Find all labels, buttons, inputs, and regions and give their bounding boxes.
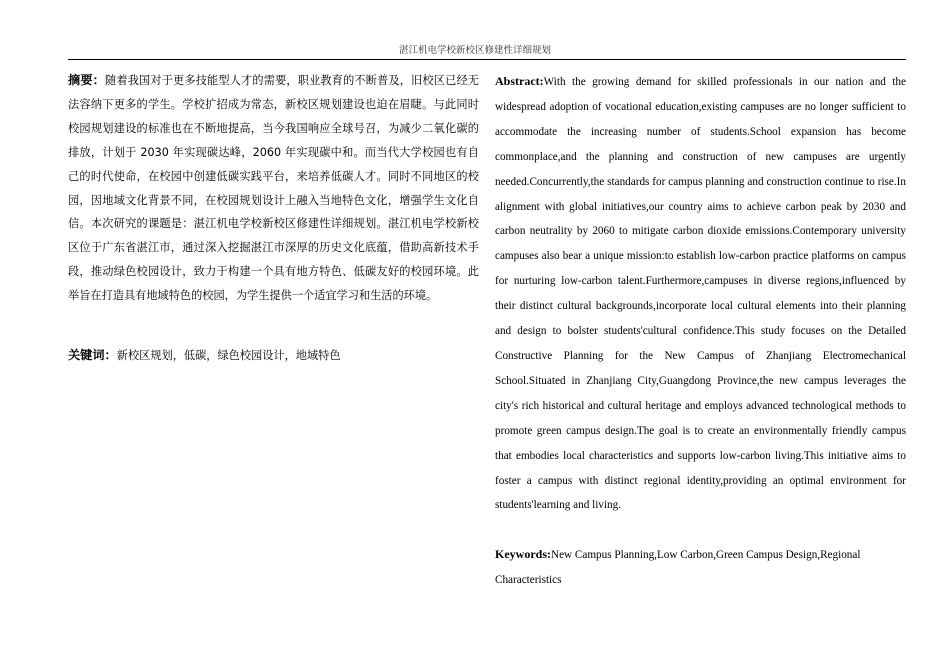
chinese-keywords-label: 关键词： (68, 348, 117, 362)
english-abstract-text: With the growing demand for skilled professionals in our nation and the widespread adoption of vocational education,existing campuses are no longer sufficient to accommodate the increasing number of students.School expansion has become commonplace,and the planning and construction of new campuses are urgently needed.Concurrently,the standards for campus planning and construction continue to rise.In alignment with global initiatives,our country aims to achieve carbon peak by 2030 and carbon neutrality by 2060 to mitigate carbon dioxide emissions.Contemporary university campuses also bear a unique mission:to establish low-carbon practice platforms on campus for nurturing low-carbon talent.Furthermore,campuses in diverse regions,influenced by their distinct cultural backgrounds,incorporate local cultural elements into their planning and design to bolster students'cultural confidence.This study focuses on the Detailed Constructive Planning for the New Campus of Zhanjiang Electromechanical School.Situated in Zhanjiang City,Guangdong Province,the new campus leverages the city's rich historical and cultural heritage and employs advanced technological methods to promote green campus design.The goal is to create an environmentally friendly campus that embodies local characteristics and supports low-carbon living.This initiative aims to foster a campus with distinct regional identity,providing an optimal environment for students'learning and living. (495, 76, 906, 512)
chinese-keywords-text: 新校区规划，低碳，绿色校园设计，地域特色 (116, 349, 341, 362)
chinese-keywords (68, 343, 479, 368)
english-keywords (495, 542, 906, 593)
header-rule (68, 59, 906, 60)
chinese-abstract-label: 摘要： (68, 73, 106, 87)
english-keywords-text: New Campus Planning,Low Carbon,Green Campus Design,Regional Characteristics (495, 549, 861, 586)
english-abstract (495, 69, 906, 518)
chinese-abstract-text: 随着我国对于更多技能型人才的需要，职业教育的不断普及，旧校区已经无法容纳下更多的学生。学校扩招成为常态，新校区规划建设也迫在眉睫。与此同时校园规划建设的标准也在不断地提高，当今我国响应全球号召，为减少二氧化碳的排放，计划于 2030 年实现碳达峰，2060 年实现碳中和。而当代大学校园也有自己的时代使命，在校园中创建低碳实践平台，来培养低碳人才。同时不同地区的校园，因地域文化背景不同，在校园规划设计上融入当地特色文化，增强学生文化自信。本次研究的课题是：湛江机电学校新校区修建性详细规划。湛江机电学校新校区位于广东省湛江市，通过深入挖掘湛江市深厚的历史文化底蕴，借助高新技术手段，推动绿色校园设计，致力于构建一个具有地方特色、低碳友好的校园环境。此举旨在打造具有地域特色的校园，为学生提供一个适宜学习和生活的环境。 (68, 74, 479, 303)
english-abstract-label: Abstract: (495, 74, 544, 88)
chinese-abstract (68, 69, 479, 308)
running-header: 湛江机电学校新校区修建性详细规划 (398, 45, 551, 56)
english-keywords-label: Keywords: (495, 547, 551, 561)
